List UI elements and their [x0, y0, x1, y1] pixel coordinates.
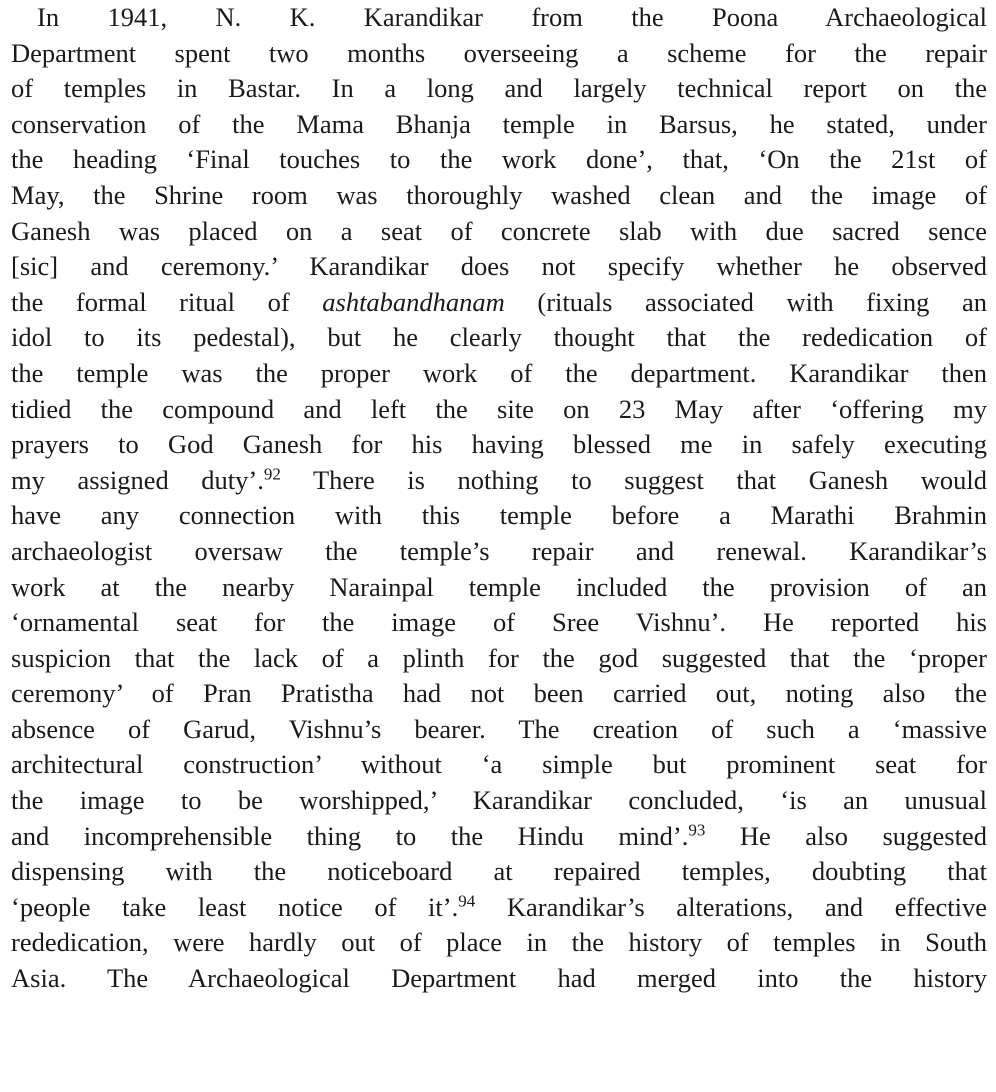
- text-line: [11, 214, 987, 250]
- text-segment: (rituals associated with fixing an: [504, 286, 987, 317]
- text-line: [11, 854, 987, 890]
- text-line: [11, 747, 987, 783]
- text-segment: suspicion that the lack of a plinth for the god suggested that the ‘proper: [11, 642, 987, 673]
- italic-term: ashtabandhanam: [322, 286, 505, 317]
- text-line: [11, 534, 987, 570]
- footnote-marker: 93: [688, 820, 706, 840]
- text-line: [11, 249, 987, 285]
- text-segment: ceremony’ of Pran Pratistha had not been carried out, noting also the: [11, 678, 987, 709]
- text-line: [11, 925, 987, 961]
- text-segment: In 1941, N. K. Karandikar from the Poona Archaeological: [37, 2, 987, 32]
- footnote-marker: 94: [458, 891, 476, 911]
- text-line: [11, 320, 987, 356]
- text-segment: the formal ritual of: [11, 286, 323, 317]
- text-line: [11, 676, 987, 712]
- text-segment: the image to be worshipped,’ Karandikar concluded, ‘is an unusual: [11, 785, 987, 816]
- text-line: [11, 605, 987, 641]
- text-line: [11, 36, 987, 72]
- text-segment: Ganesh was placed on a seat of concrete slab with due sacred sence: [11, 215, 987, 246]
- text-segment: prayers to God Ganesh for his having blessed me in safely executing: [11, 429, 987, 460]
- footnote-marker: 92: [263, 464, 281, 484]
- text-line: [11, 498, 987, 534]
- text-segment: work at the nearby Narainpal temple included the provision of an: [11, 571, 987, 602]
- text-segment: ‘people take least notice of it’.: [11, 891, 459, 922]
- text-line: [11, 890, 987, 926]
- text-segment: the heading ‘Final touches to the work done’, that, ‘On the 21st of: [11, 144, 987, 175]
- text-line: [11, 819, 987, 855]
- text-line: [11, 961, 987, 997]
- text-line: [11, 107, 987, 143]
- text-segment: of temples in Bastar. In a long and largely technical report on the: [11, 73, 987, 104]
- body-paragraph: [11, 0, 987, 997]
- text-segment: dispensing with the noticeboard at repaired temples, doubting that: [11, 856, 987, 887]
- text-line: [11, 392, 987, 428]
- text-segment: architectural construction’ without ‘a simple but prominent seat for: [11, 749, 987, 780]
- text-line: [11, 783, 987, 819]
- text-segment: my assigned duty’.: [11, 464, 264, 495]
- text-segment: He also suggested: [705, 820, 987, 851]
- document-page: [11, 0, 987, 997]
- text-segment: idol to its pedestal), but he clearly thought that the rededication of: [11, 322, 987, 353]
- text-segment: have any connection with this temple before a Marathi Brahmin: [11, 500, 987, 531]
- text-segment: Department spent two months overseeing a scheme for the repair: [11, 37, 987, 68]
- text-segment: ‘ornamental seat for the image of Sree Vishnu’. He reported his: [11, 607, 987, 638]
- text-segment: archaeologist oversaw the temple’s repair and renewal. Karandikar’s: [11, 535, 987, 566]
- text-line: [11, 71, 987, 107]
- text-line: [11, 641, 987, 677]
- text-segment: There is nothing to suggest that Ganesh would: [280, 464, 987, 495]
- text-segment: absence of Garud, Vishnu’s bearer. The creation of such a ‘massive: [11, 713, 987, 744]
- text-segment: Asia. The Archaeological Department had merged into the history: [11, 963, 987, 994]
- text-segment: Karandikar’s alterations, and effective: [475, 891, 987, 922]
- text-line: [11, 463, 987, 499]
- text-segment: the temple was the proper work of the department. Karandikar then: [11, 357, 987, 388]
- text-segment: rededication, were hardly out of place in the history of temples in South: [11, 927, 987, 958]
- text-segment: tidied the compound and left the site on 23 May after ‘offering my: [11, 393, 987, 424]
- text-segment: May, the Shrine room was thoroughly washed clean and the image of: [11, 179, 987, 210]
- text-line: [11, 356, 987, 392]
- text-segment: [sic] and ceremony.’ Karandikar does not specify whether he observed: [11, 251, 987, 282]
- text-line: [11, 285, 987, 321]
- text-segment: conservation of the Mama Bhanja temple in Barsus, he stated, under: [11, 108, 987, 139]
- text-line: [11, 570, 987, 606]
- text-line: [11, 142, 987, 178]
- text-segment: and incomprehensible thing to the Hindu mind’.: [11, 820, 689, 851]
- text-line: [11, 427, 987, 463]
- text-line: [11, 0, 987, 36]
- text-line: [11, 712, 987, 748]
- text-line: [11, 178, 987, 214]
